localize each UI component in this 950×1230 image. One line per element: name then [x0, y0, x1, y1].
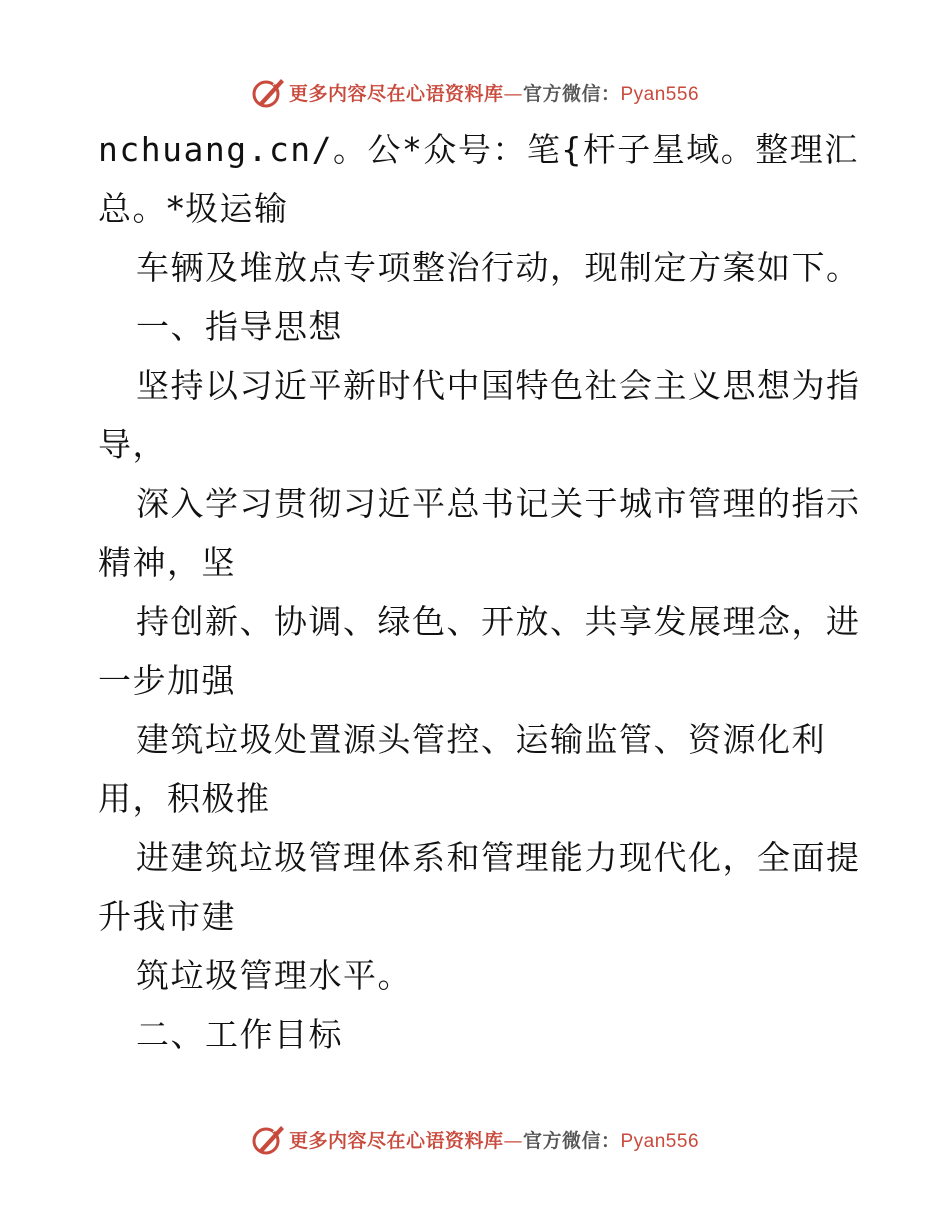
body-line: 筑垃圾管理水平。 [136, 956, 412, 995]
body-line: 进建筑垃圾管理体系和管理能力现代化，全面提 [136, 838, 861, 877]
watermark-wechat-id: Pyan556 [620, 1130, 700, 1152]
document-body [98, 126, 868, 1070]
section-heading: 一、指导思想 [136, 307, 343, 346]
watermark-wechat-label: 官方微信： [522, 1129, 621, 1152]
body-line: 导， [98, 425, 167, 464]
body-line: 坚持以习近平新时代中国特色社会主义思想为指 [136, 366, 861, 405]
header-watermark-banner [0, 72, 950, 112]
watermark-text [289, 1126, 699, 1153]
body-line: 车辆及堆放点专项整治行动，现制定方案如下。 [136, 248, 861, 287]
watermark-site-name: 更多内容尽在心语资料库 [288, 82, 504, 105]
watermark-wechat-id: Pyan556 [620, 83, 700, 105]
body-line: 建筑垃圾处置源头管控、运输监管、资源化利 [136, 720, 826, 759]
body-line: 一步加强 [98, 661, 236, 700]
quill-logo-icon [251, 1122, 285, 1156]
body-line [98, 126, 868, 185]
footer-watermark-banner [0, 1119, 950, 1159]
watermark-dash: — [503, 82, 523, 105]
quill-logo-icon [251, 75, 285, 109]
body-line: 用，积极推 [98, 779, 271, 818]
body-line: 持创新、协调、绿色、开放、共享发展理念，进 [136, 602, 861, 641]
body-line: 精神，坚 [98, 543, 236, 582]
body-line: 总。*圾运输 [98, 189, 289, 228]
body-line: 深入学习贯彻习近平总书记关于城市管理的指示 [136, 484, 861, 523]
watermark-wechat-label: 官方微信： [522, 82, 621, 105]
body-line: 升我市建 [98, 897, 236, 936]
watermark-dash: — [503, 1129, 523, 1152]
body-line-text: nchuang.cn/。公*众号：笔{杆子星域。整理汇 [98, 130, 859, 169]
watermark-site-name: 更多内容尽在心语资料库 [288, 1129, 504, 1152]
watermark-text [289, 79, 699, 106]
section-heading: 二、工作目标 [136, 1015, 343, 1054]
